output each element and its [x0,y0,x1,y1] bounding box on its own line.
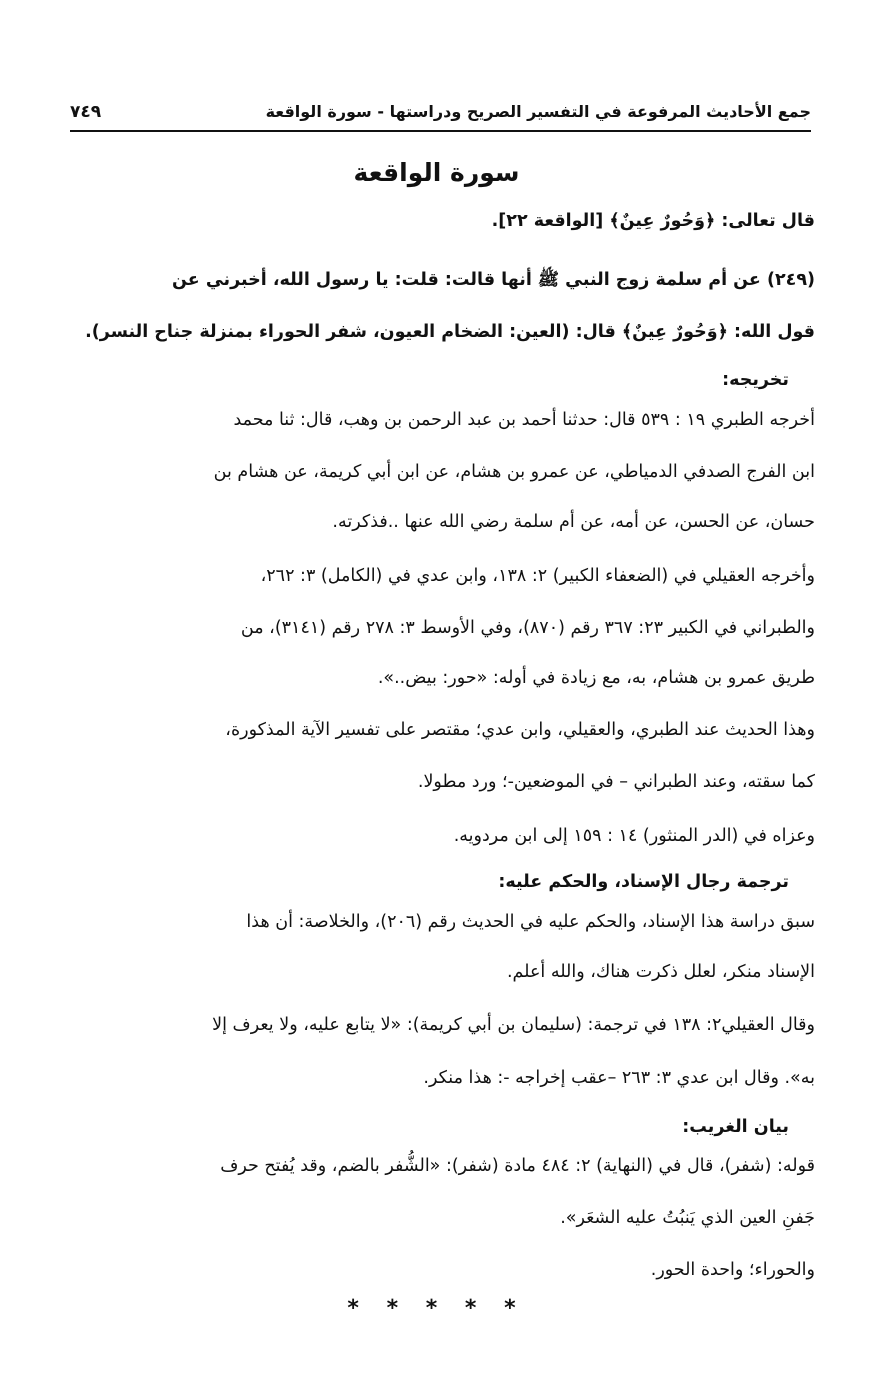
rijal-p2-line-2: به». وقال ابن عدي ٣: ٢٦٣ –عقب إخراجه -: هذا منكر. [423,1068,815,1088]
gharib-p2: والحوراء؛ واحدة الحور. [650,1260,815,1280]
rijal-heading: ترجمة رجال الإسناد، والحكم عليه: [498,872,789,892]
takhrij-p2-line-1: وأخرجه العقيلي في (الضعفاء الكبير) ٢: ١٣٨، وابن عدي في (الكامل) ٣: ٢٦٢، [260,566,815,586]
takhrij-p3-line-2: كما سقته، وعند الطبراني – في الموضعين-؛ ورد مطولا. [417,772,815,792]
surah-title: سورة الواقعة [353,158,520,187]
takhrij-p2-line-3: طريق عمرو بن هشام، به، مع زيادة في أوله: «حور: بيض..». [377,668,815,688]
hadith-text-line-1: (٢٤٩) عن أم سلمة زوج النبي ﷺ أنها قالت: قلت: يا رسول الله، أخبرني عن [172,270,815,290]
hadith-text-line-2: قول الله: ﴿وَحُورٌ عِينٌ﴾ قال: (العين: الضخام العيون، شفر الحوراء بمنزلة جناح النسر). [85,322,815,342]
verse-intro: قال تعالى: ﴿وَحُورٌ عِينٌ﴾ [الواقعة ٢٢]. [491,211,815,231]
gharib-p1-line-1: قوله: (شفر)، قال في (النهاية) ٢: ٤٨٤ مادة (شفر): «الشُّفر بالضم، وقد يُفتح حرف [220,1156,815,1176]
gharib-heading: بيان الغريب: [682,1117,789,1137]
gharib-p1-line-2: جَفنِ العين الذي يَنبُتُ عليه الشعَر». [560,1208,815,1228]
takhrij-p1-line-3: حسان، عن الحسن، عن أمه، عن أم سلمة رضي الله عنها ..فذكرته. [332,512,815,532]
rijal-p2-line-1: وقال العقيلي٢: ١٣٨ في ترجمة: (سليمان بن أبي كريمة): «لا يتابع عليه، ولا يعرف إلا [212,1015,815,1035]
takhrij-p1-line-1: أخرجه الطبري ١٩ : ٥٣٩ قال: حدثنا أحمد بن عبد الرحمن بن وهب، قال: ثنا محمد [233,410,815,430]
takhrij-p3-line-1: وهذا الحديث عند الطبري، والعقيلي، وابن عدي؛ مقتصر على تفسير الآية المذكورة، [225,720,815,740]
section-end-mark: * * * * * [347,1296,526,1321]
takhrij-heading: تخريجه: [722,370,789,390]
running-header [70,100,811,132]
takhrij-p1-line-2: ابن الفرج الصدفي الدمياطي، عن عمرو بن هشام، عن ابن أبي كريمة، عن هشام بن [213,462,815,482]
takhrij-p2-line-2: والطبراني في الكبير ٢٣: ٣٦٧ رقم (٨٧٠)، وفي الأوسط ٣: ٢٧٨ رقم (٣١٤١)، من [240,618,815,638]
rijal-p1-line-2: الإسناد منكر، لعلل ذكرت هناك، والله أعلم. [506,962,815,982]
running-header-title: جمع الأحاديث المرفوعة في التفسير الصريح ودراستها - سورة الواقعة [265,102,811,121]
page-number: ٧٤٩ [70,102,102,122]
rijal-p1-line-1: سبق دراسة هذا الإسناد، والحكم عليه في الحديث رقم (٢٠٦)، والخلاصة: أن هذا [246,912,815,932]
takhrij-p4: وعزاه في (الدر المنثور) ١٤ : ١٥٩ إلى ابن مردويه. [453,826,815,846]
